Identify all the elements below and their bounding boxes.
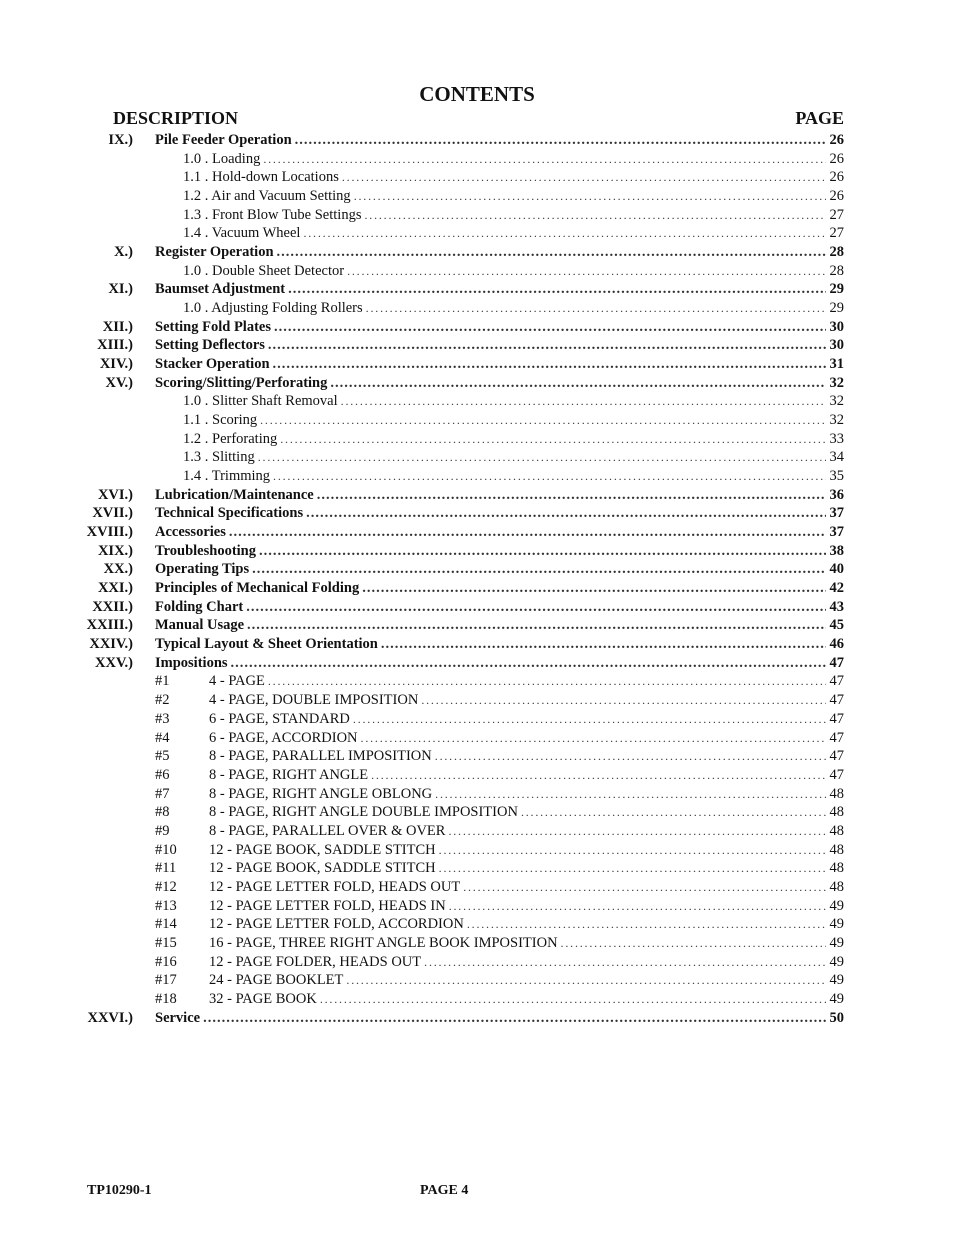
entry-page-number: 49 <box>829 897 844 914</box>
toc-entry <box>0 542 954 561</box>
toc-entry-line <box>155 691 844 710</box>
entry-label: Impositions <box>155 654 228 671</box>
toc-entry <box>0 150 954 169</box>
toc-entry-line <box>155 598 844 617</box>
entry-label: 4 - PAGE <box>209 673 265 690</box>
entry-page-number: 47 <box>829 692 844 709</box>
toc-entry <box>0 504 954 523</box>
entry-page-number: 43 <box>829 598 844 615</box>
toc-entry <box>0 841 954 860</box>
entry-label: 12 - PAGE LETTER FOLD, HEADS IN <box>209 897 446 914</box>
entry-label: 8 - PAGE, PARALLEL IMPOSITION <box>209 748 432 765</box>
entry-page-number: 47 <box>829 654 844 671</box>
dot-leader <box>274 318 826 337</box>
toc-entry-line <box>155 859 844 878</box>
section-number: XIII.) <box>97 337 133 354</box>
toc-entry <box>0 616 954 635</box>
entry-page-number: 26 <box>829 150 844 167</box>
imposition-code: #2 <box>155 692 170 709</box>
toc-entry-line <box>155 579 844 598</box>
document-id: TP10290-1 <box>87 1183 152 1198</box>
entry-label: Baumset Adjustment <box>155 281 286 298</box>
entry-label: 1.4 . Vacuum Wheel <box>183 225 301 242</box>
dot-leader <box>439 859 826 878</box>
toc-entry-line <box>155 803 844 822</box>
entry-label: Service <box>155 1009 201 1026</box>
imposition-code: #4 <box>155 729 170 746</box>
dot-leader <box>435 747 826 766</box>
entry-page-number: 37 <box>829 524 844 541</box>
toc-entry-line <box>155 243 844 262</box>
dot-leader <box>361 729 826 748</box>
entry-label: 1.4 . Trimming <box>183 468 271 485</box>
entry-page-number: 42 <box>829 580 844 597</box>
entry-page-number: 48 <box>829 878 844 895</box>
toc-entry-line <box>155 672 844 691</box>
toc-entry <box>0 336 954 355</box>
section-number: XV.) <box>105 374 133 391</box>
toc-entry <box>0 206 954 225</box>
imposition-code: #13 <box>155 897 177 914</box>
entry-label: 12 - PAGE BOOK, SADDLE STITCH <box>209 841 436 858</box>
dot-leader <box>381 635 826 654</box>
dot-leader <box>273 467 825 486</box>
entry-label: 8 - PAGE, RIGHT ANGLE OBLONG <box>209 785 433 802</box>
toc-entry <box>0 448 954 467</box>
toc-entry-line <box>155 878 844 897</box>
imposition-code: #9 <box>155 822 170 839</box>
entry-label: 1.1 . Hold-down Locations <box>183 169 339 186</box>
entry-page-number: 29 <box>829 281 844 298</box>
dot-leader <box>268 336 826 355</box>
toc-entry-line <box>155 523 844 542</box>
dot-leader <box>247 616 825 635</box>
toc-entry <box>0 411 954 430</box>
entry-label: 12 - PAGE LETTER FOLD, HEADS OUT <box>209 878 461 895</box>
entry-page-number: 31 <box>829 356 844 373</box>
dot-leader <box>467 915 826 934</box>
dot-leader <box>258 448 826 467</box>
section-number: X.) <box>114 244 133 261</box>
dot-leader <box>280 430 825 449</box>
entry-label: 1.3 . Front Blow Tube Settings <box>183 206 362 223</box>
dot-leader <box>252 560 825 579</box>
entry-label: 6 - PAGE, STANDARD <box>209 710 350 727</box>
dot-leader <box>303 224 825 243</box>
toc-entry-line <box>155 766 844 785</box>
dot-leader <box>448 822 825 841</box>
entry-label: Scoring/Slitting/Perforating <box>155 374 328 391</box>
toc-entry <box>0 691 954 710</box>
dot-leader <box>362 579 825 598</box>
entry-page-number: 47 <box>829 729 844 746</box>
entry-page-number: 49 <box>829 972 844 989</box>
toc-entry-line <box>183 187 844 206</box>
dot-leader <box>449 897 826 916</box>
dot-leader <box>341 392 826 411</box>
entry-page-number: 50 <box>829 1009 844 1026</box>
toc-entry-line <box>155 616 844 635</box>
section-number: XXV.) <box>95 654 133 671</box>
entry-page-number: 49 <box>829 953 844 970</box>
toc-entry-line <box>183 448 844 467</box>
toc-entry-line <box>155 280 844 299</box>
toc-entry <box>0 635 954 654</box>
entry-label: Register Operation <box>155 244 274 261</box>
imposition-code: #18 <box>155 990 177 1007</box>
dot-leader <box>306 504 825 523</box>
toc-entry <box>0 729 954 748</box>
toc-entry <box>0 897 954 916</box>
entry-page-number: 35 <box>829 468 844 485</box>
dot-leader <box>320 990 826 1009</box>
section-number: XII.) <box>102 318 133 335</box>
toc-entry-line <box>155 915 844 934</box>
toc-entry-line <box>155 1009 844 1028</box>
section-number: XXIV.) <box>89 636 133 653</box>
entry-page-number: 47 <box>829 748 844 765</box>
section-number: XVI.) <box>97 486 133 503</box>
entry-label: 8 - PAGE, PARALLEL OVER & OVER <box>209 822 446 839</box>
dot-leader <box>317 486 826 505</box>
entry-page-number: 32 <box>829 412 844 429</box>
dot-leader <box>288 280 825 299</box>
dot-leader <box>268 672 826 691</box>
entry-page-number: 47 <box>829 673 844 690</box>
toc-entry <box>0 131 954 150</box>
toc-entry <box>0 318 954 337</box>
entry-page-number: 40 <box>829 561 844 578</box>
entry-label: 8 - PAGE, RIGHT ANGLE <box>209 766 369 783</box>
toc-entry <box>0 168 954 187</box>
section-number: XXII.) <box>92 598 133 615</box>
dot-leader <box>424 953 825 972</box>
entry-label: 8 - PAGE, RIGHT ANGLE DOUBLE IMPOSITION <box>209 804 518 821</box>
entry-page-number: 48 <box>829 860 844 877</box>
section-number: XIV.) <box>99 356 133 373</box>
dot-leader <box>330 374 825 393</box>
toc-entry-line <box>155 374 844 393</box>
toc-entry <box>0 486 954 505</box>
toc-entry-line <box>155 897 844 916</box>
toc-entry <box>0 803 954 822</box>
toc-entry <box>0 710 954 729</box>
dot-leader <box>521 803 826 822</box>
toc-entry <box>0 299 954 318</box>
entry-label: Accessories <box>155 524 226 541</box>
entry-label: 1.0 . Double Sheet Detector <box>183 262 345 279</box>
entry-label: 16 - PAGE, THREE RIGHT ANGLE BOOK IMPOSITION <box>209 934 558 951</box>
entry-page-number: 49 <box>829 916 844 933</box>
entry-label: 1.0 . Adjusting Folding Rollers <box>183 300 363 317</box>
toc-entry-line <box>183 262 844 281</box>
description-column-header: DESCRIPTION <box>113 108 239 128</box>
entry-label: 4 - PAGE, DOUBLE IMPOSITION <box>209 692 419 709</box>
entry-page-number: 49 <box>829 990 844 1007</box>
toc-entry <box>0 747 954 766</box>
entry-page-number: 28 <box>829 244 844 261</box>
entry-page-number: 36 <box>829 486 844 503</box>
section-number: XXI.) <box>97 580 133 597</box>
toc-entry <box>0 953 954 972</box>
dot-leader <box>354 187 826 206</box>
toc-entry <box>0 859 954 878</box>
toc-entry-line <box>155 953 844 972</box>
toc-entry-line <box>183 299 844 318</box>
toc-entry-line <box>183 392 844 411</box>
dot-leader <box>260 411 825 430</box>
dot-leader <box>277 243 826 262</box>
toc-entry-line <box>183 168 844 187</box>
entry-page-number: 32 <box>829 393 844 410</box>
toc-entry-line <box>155 131 844 150</box>
imposition-code: #8 <box>155 804 170 821</box>
dot-leader <box>347 262 825 281</box>
imposition-code: #11 <box>155 860 177 877</box>
entry-page-number: 38 <box>829 542 844 559</box>
toc-entry <box>0 187 954 206</box>
toc-entry <box>0 262 954 281</box>
toc-entry <box>0 523 954 542</box>
entry-label: Folding Chart <box>155 598 244 615</box>
toc-entry <box>0 467 954 486</box>
toc-entry <box>0 430 954 449</box>
entry-page-number: 29 <box>829 300 844 317</box>
dot-leader <box>421 691 825 710</box>
imposition-code: #14 <box>155 916 177 933</box>
toc-entry <box>0 598 954 617</box>
page-column-header: PAGE <box>795 108 844 128</box>
entry-page-number: 48 <box>829 822 844 839</box>
toc-entry-line <box>183 411 844 430</box>
toc-entry-line <box>183 224 844 243</box>
entry-page-number: 48 <box>829 785 844 802</box>
toc-entry-line <box>183 430 844 449</box>
entry-page-number: 46 <box>829 636 844 653</box>
entry-page-number: 26 <box>829 188 844 205</box>
toc-entry-line <box>155 971 844 990</box>
dot-leader <box>371 766 825 785</box>
entry-label: Lubrication/Maintenance <box>155 486 314 503</box>
imposition-code: #3 <box>155 710 170 727</box>
dot-leader <box>295 131 826 150</box>
toc-entry <box>0 355 954 374</box>
toc-entry <box>0 672 954 691</box>
toc-entry-line <box>155 747 844 766</box>
imposition-code: #10 <box>155 841 177 858</box>
entry-page-number: 37 <box>829 505 844 522</box>
entry-page-number: 34 <box>829 449 844 466</box>
dot-leader <box>263 150 825 169</box>
toc-entry <box>0 1009 954 1028</box>
entry-label: Troubleshooting <box>155 542 256 559</box>
toc-entry-line <box>155 542 844 561</box>
entry-page-number: 47 <box>829 710 844 727</box>
entry-page-number: 30 <box>829 337 844 354</box>
toc-entry <box>0 822 954 841</box>
table-of-contents <box>0 131 954 1027</box>
imposition-code: #7 <box>155 785 170 802</box>
toc-entry <box>0 654 954 673</box>
toc-entry <box>0 224 954 243</box>
imposition-code: #16 <box>155 953 177 970</box>
entry-page-number: 26 <box>829 169 844 186</box>
entry-page-number: 30 <box>829 318 844 335</box>
toc-entry <box>0 243 954 262</box>
entry-label: 12 - PAGE LETTER FOLD, ACCORDION <box>209 916 464 933</box>
toc-entry <box>0 878 954 897</box>
imposition-code: #17 <box>155 972 177 989</box>
toc-entry-line <box>183 206 844 225</box>
entry-page-number: 48 <box>829 841 844 858</box>
entry-label: 12 - PAGE FOLDER, HEADS OUT <box>209 953 422 970</box>
dot-leader <box>246 598 825 617</box>
dot-leader <box>342 168 826 187</box>
entry-label: 32 - PAGE BOOK <box>209 990 317 1007</box>
toc-entry-line <box>155 318 844 337</box>
entry-label: 1.2 . Air and Vacuum Setting <box>183 188 351 205</box>
toc-entry-line <box>155 822 844 841</box>
dot-leader <box>229 523 826 542</box>
toc-entry-line <box>155 710 844 729</box>
entry-page-number: 27 <box>829 225 844 242</box>
entry-label: 24 - PAGE BOOKLET <box>209 972 344 989</box>
entry-page-number: 48 <box>829 804 844 821</box>
section-number: IX.) <box>108 132 133 148</box>
entry-label: 6 - PAGE, ACCORDION <box>209 729 358 746</box>
entry-page-number: 32 <box>829 374 844 391</box>
entry-label: Technical Specifications <box>155 505 304 522</box>
entry-label: Stacker Operation <box>155 356 270 373</box>
entry-page-number: 49 <box>829 934 844 951</box>
entry-label: Manual Usage <box>155 617 245 634</box>
section-number: XXIII.) <box>86 617 133 634</box>
toc-entry <box>0 579 954 598</box>
entry-label: Typical Layout & Sheet Orientation <box>155 636 378 653</box>
entry-label: Pile Feeder Operation <box>155 132 292 148</box>
toc-entry <box>0 766 954 785</box>
entry-page-number: 27 <box>829 206 844 223</box>
toc-entry <box>0 280 954 299</box>
entry-label: 1.3 . Slitting <box>183 449 255 466</box>
toc-entry <box>0 934 954 953</box>
dot-leader <box>435 785 825 804</box>
dot-leader <box>561 934 826 953</box>
section-number: XIX.) <box>97 542 133 559</box>
toc-entry-line <box>155 934 844 953</box>
toc-entry-line <box>155 336 844 355</box>
dot-leader <box>439 841 826 860</box>
toc-entry <box>0 990 954 1009</box>
toc-entry-line <box>155 841 844 860</box>
entry-label: Principles of Mechanical Folding <box>155 580 360 597</box>
toc-entry-line <box>155 560 844 579</box>
entry-label: 1.0 . Loading <box>183 150 261 167</box>
entry-label: 1.0 . Slitter Shaft Removal <box>183 393 338 410</box>
entry-label: 12 - PAGE BOOK, SADDLE STITCH <box>209 860 436 877</box>
entry-label: 1.2 . Perforating <box>183 430 278 447</box>
dot-leader <box>353 710 826 729</box>
dot-leader <box>346 971 825 990</box>
toc-entry <box>0 915 954 934</box>
toc-entry-line <box>155 990 844 1009</box>
toc-entry <box>0 374 954 393</box>
imposition-code: #6 <box>155 766 170 783</box>
entry-label: Setting Fold Plates <box>155 318 271 335</box>
section-number: XXVI.) <box>87 1009 133 1026</box>
toc-entry-line <box>155 504 844 523</box>
dot-leader <box>231 654 826 673</box>
toc-entry <box>0 560 954 579</box>
dot-leader <box>463 878 825 897</box>
toc-entry <box>0 392 954 411</box>
entry-label: 1.1 . Scoring <box>183 412 258 429</box>
section-number: XVIII.) <box>86 524 133 541</box>
toc-entry-line <box>155 635 844 654</box>
section-number: XVII.) <box>92 505 133 522</box>
section-number: XX.) <box>103 561 133 578</box>
dot-leader <box>366 299 826 318</box>
entry-page-number: 26 <box>829 132 844 148</box>
toc-entry-line <box>183 150 844 169</box>
dot-leader <box>364 206 825 225</box>
toc-entry-line <box>155 729 844 748</box>
toc-entry-line <box>155 785 844 804</box>
page-title: CONTENTS <box>419 82 535 106</box>
entry-page-number: 28 <box>829 262 844 279</box>
toc-entry-line <box>183 467 844 486</box>
entry-page-number: 33 <box>829 430 844 447</box>
toc-entry <box>0 785 954 804</box>
section-number: XI.) <box>108 281 133 298</box>
imposition-code: #15 <box>155 934 177 951</box>
toc-entry <box>0 971 954 990</box>
toc-entry-line <box>155 654 844 673</box>
imposition-code: #12 <box>155 878 177 895</box>
entry-page-number: 45 <box>829 617 844 634</box>
entry-label: Operating Tips <box>155 561 250 578</box>
imposition-code: #1 <box>155 673 170 690</box>
toc-entry-line <box>155 486 844 505</box>
dot-leader <box>273 355 826 374</box>
imposition-code: #5 <box>155 748 170 765</box>
entry-page-number: 47 <box>829 766 844 783</box>
dot-leader <box>259 542 826 561</box>
toc-entry-line <box>155 355 844 374</box>
entry-label: Setting Deflectors <box>155 337 265 354</box>
dot-leader <box>203 1009 825 1028</box>
page-number: PAGE 4 <box>420 1183 469 1198</box>
